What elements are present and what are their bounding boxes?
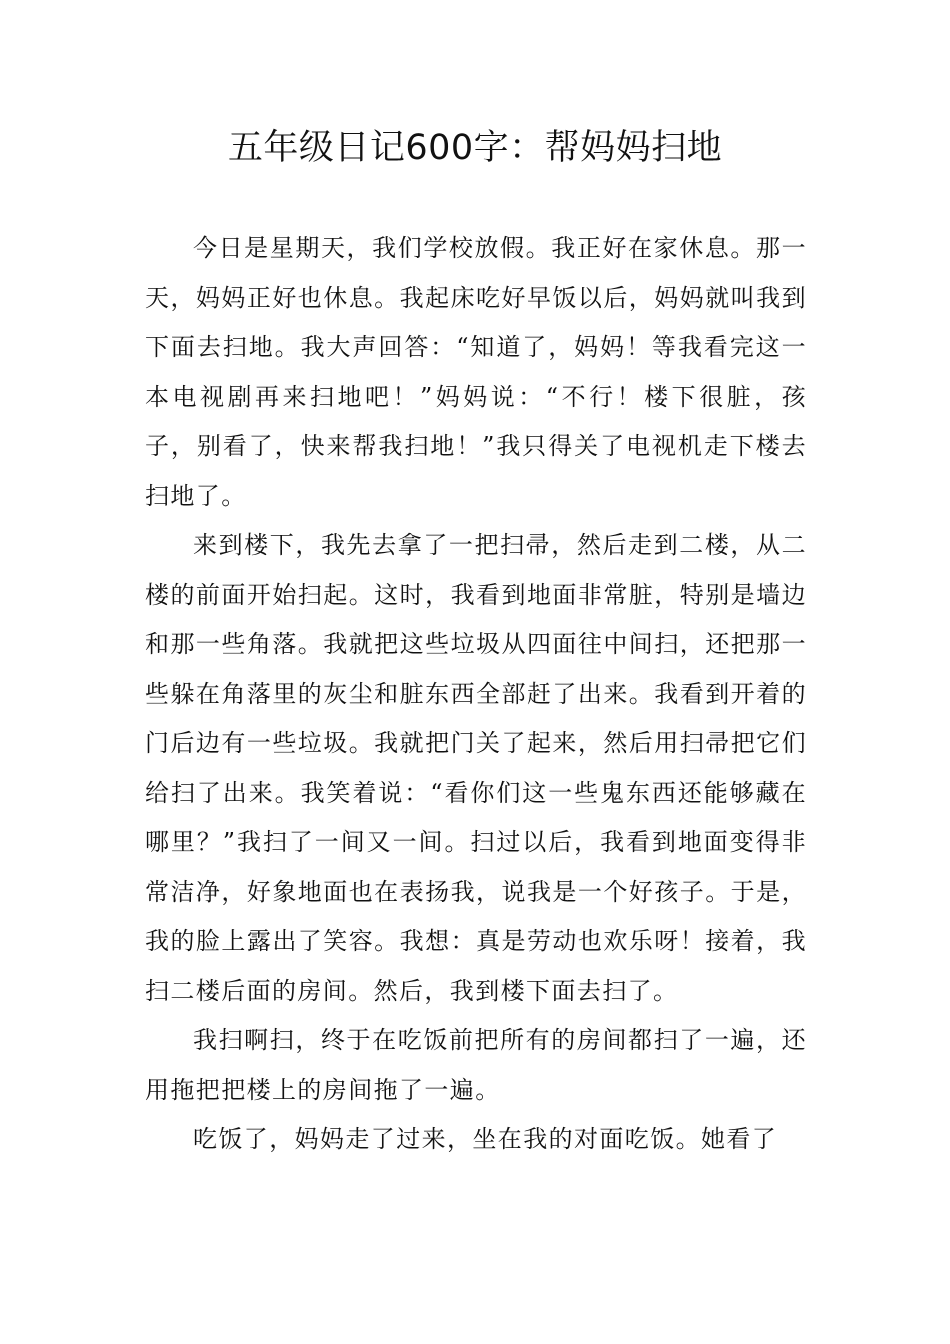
paragraph: 来到楼下，我先去拿了一把扫帚，然后走到二楼，从二楼的前面开始扫起。这时，我看到地面非常脏，特别是墙边和那一些角落。我就把这些垃圾从四面往中间扫，还把那一些躲在角落里的灰尘和脏东西全部赶了出来。我看到开着的门后边有一些垃圾。我就把门关了起来，然后用扫帚把它们给扫了出来。我笑着说：“看你们这一些鬼东西还能够藏在哪里？”我扫了一间又一间。扫过以后，我看到地面变得非常洁净，好象地面也在表扬我，说我是一个好孩子。于是，我的脸上露出了笑容。我想：真是劳动也欢乐呀！接着，我扫二楼后面的房间。然后，我到楼下面去扫了。 xyxy=(145,531,807,1005)
paragraph: 吃饭了，妈妈走了过来，坐在我的对面吃饭。她看了 xyxy=(193,1125,778,1153)
paragraph: 今日是星期天，我们学校放假。我正好在家休息。那一天，妈妈正好也休息。我起床吃好早饭以后，妈妈就叫我到下面去扫地。我大声回答：“知道了，妈妈！等我看完这一本电视剧再来扫地吧！”妈妈说：“不行！楼下很脏，孩子，别看了，快来帮我扫地！”我只得关了电视机走下楼去扫地了。 xyxy=(145,234,807,510)
paragraph: 我扫啊扫，终于在吃饭前把所有的房间都扫了一遍，还用拖把把楼上的房间拖了一遍。 xyxy=(145,1026,807,1104)
document-title: 五年级日记600字：帮妈妈扫地 xyxy=(227,128,723,168)
document-body xyxy=(145,224,807,1165)
